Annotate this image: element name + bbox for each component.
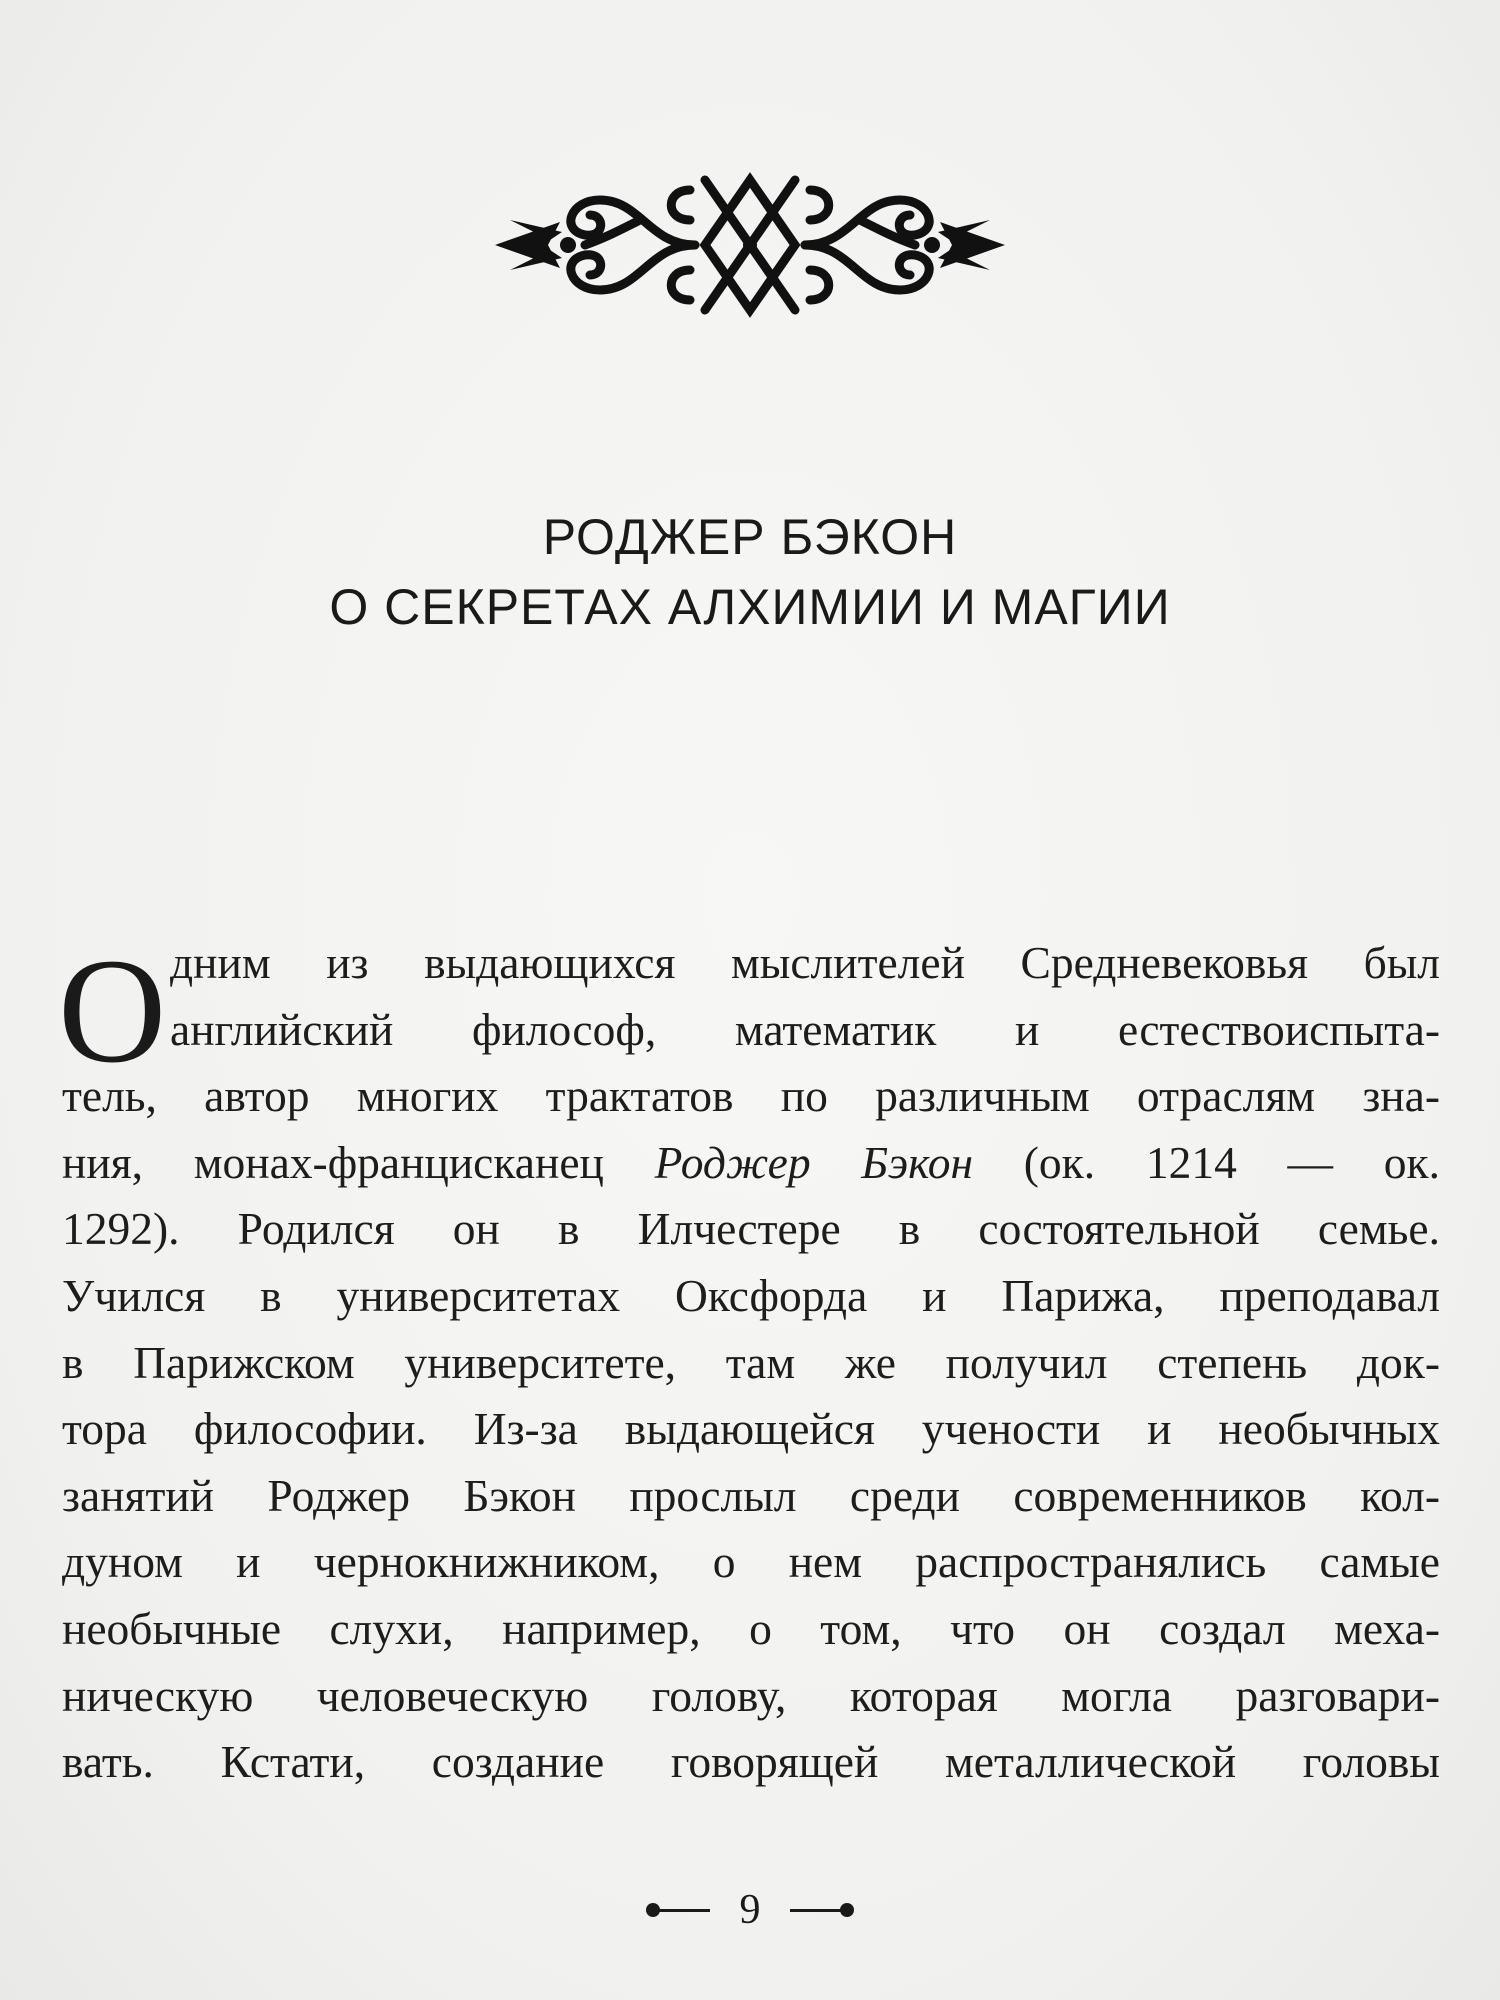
flourish-ornament-icon	[490, 160, 1010, 330]
text-line: дним из выдающихся мыслителей Средневековья был	[170, 937, 1440, 988]
text-line: тель, автор многих трактатов по различным отраслям зна-	[62, 1070, 1440, 1122]
text-line: тора философии. Из-за выдающейся учености и необычных	[62, 1403, 1440, 1455]
page-number: 9	[739, 1887, 761, 1933]
text-line: в Парижском университете, там же получил степень док-	[62, 1336, 1440, 1388]
text-line: 1292). Родился он в Илчестере в состоятельной семье.	[62, 1203, 1440, 1255]
text-line	[62, 1130, 1440, 1197]
chapter-title-line-1: РОДЖЕР БЭКОН	[542, 509, 958, 565]
rule-ornament	[790, 1909, 842, 1912]
text-line: дуном и чернокнижником, о нем распространялись самые	[62, 1536, 1440, 1588]
text-line: занятий Роджер Бэкон прослыл среди современников кол-	[62, 1469, 1440, 1521]
text-line: Учился в университетах Оксфорда и Парижа, преподавал	[62, 1269, 1440, 1321]
text-line: вать. Кстати, создание говорящей металлической головы	[62, 1736, 1440, 1788]
text-line: ническую человеческую голову, которая могла разговари-	[62, 1669, 1440, 1721]
text-segment: (ок. 1214 — ок.	[973, 1136, 1440, 1188]
text-line: необычные слухи, например, о том, что он создал меха-	[62, 1602, 1440, 1654]
italic-name: Роджер Бэкон	[654, 1136, 974, 1188]
body-paragraph	[62, 930, 1440, 1796]
dot-ornament-icon	[840, 1903, 854, 1917]
chapter-title-line-2: О СЕКРЕТАХ АЛХИМИИ И МАГИИ	[329, 579, 1171, 635]
page-number-footer	[640, 1880, 860, 1940]
drop-cap-letter: О	[58, 928, 167, 1094]
text-segment: ния, монах-францисканец	[62, 1136, 655, 1188]
text-line: английский философ, математик и естествоиспыта-	[170, 1003, 1440, 1055]
